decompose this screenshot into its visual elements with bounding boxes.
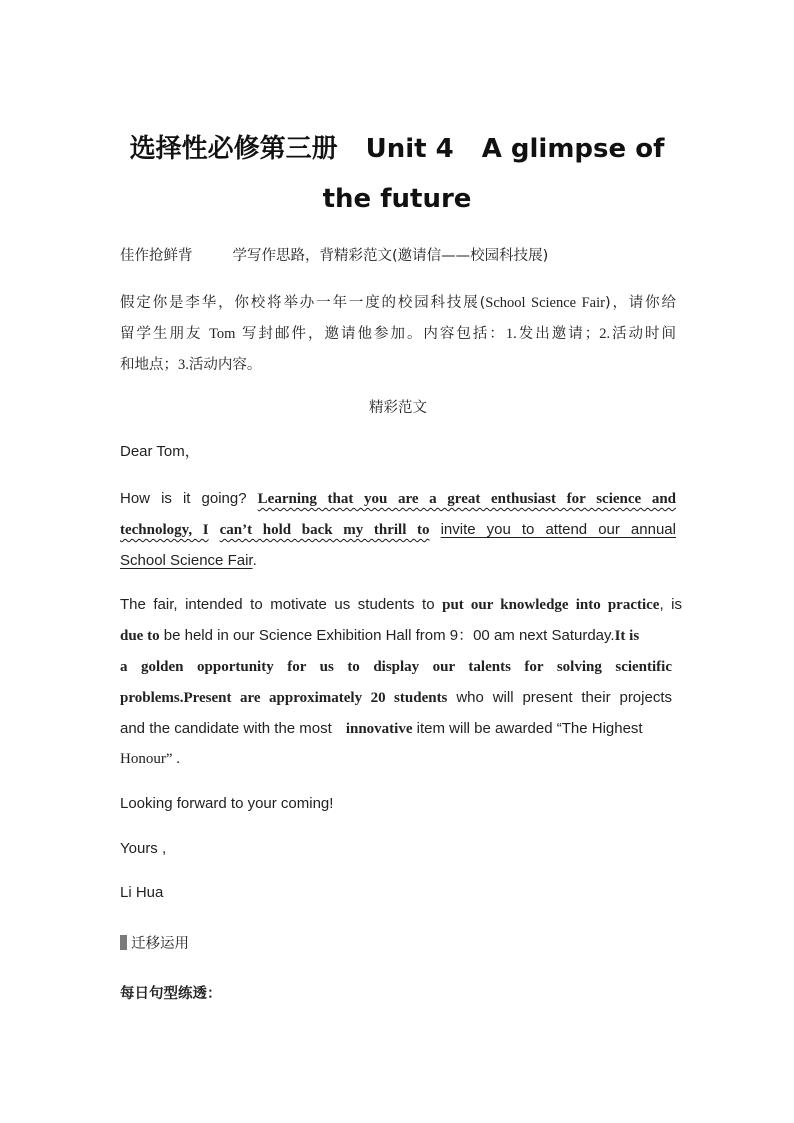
title-book: 选择性必修第三册 <box>129 134 338 164</box>
letter-paragraph-1: How is it going? Learning that you are a great enthusiast for science and technology, I can’t hold back my thrill to invite you to attend our annual School Science Fair. <box>120 490 677 569</box>
title-topic: A glimpse of <box>481 134 665 164</box>
daily-sentence-heading: 每日句型练透： <box>120 986 222 1002</box>
title-unit: Unit 4 <box>365 134 454 164</box>
sample-heading: 精彩范文 <box>369 400 427 416</box>
letter-closing: Looking forward to your coming! <box>120 795 334 812</box>
title-line-2: the future <box>322 184 472 214</box>
section-transfer <box>120 932 676 956</box>
writing-prompt: 假定你是李华，你校将举办一年一度的校园科技展(School Science Fair)，请你给 留学生朋友 Tom 写封邮件，邀请他参加。内容包括：1.发出邀请；2.活动时间 和地点；3.活动内容。 <box>120 295 677 373</box>
letter-signoff: Yours , <box>120 840 167 857</box>
page-title <box>80 124 714 224</box>
intro-line <box>120 244 676 268</box>
letter-signature: Li Hua <box>120 884 164 901</box>
intro-description: 学写作思路，背精彩范文(邀请信——校园科技展) <box>232 248 549 264</box>
letter-paragraph-2: The fair, intended to motivate us students to put our knowledge into practice, is due to be held in our Science Exhibition Hall from 9：00 am next Saturday.It is a golden opportunity for us to display our talents for solving scientific problems.Present are approximately 20 students who will present their projects and the candidate with the most innovative item will be awarded “The Highest Honour” . <box>120 596 683 767</box>
intro-label: 佳作抢鲜背 <box>120 248 193 264</box>
letter-greeting: Dear Tom， <box>120 443 200 460</box>
title-line-1 <box>80 124 714 174</box>
section-transfer-label: 迁移运用 <box>131 936 189 952</box>
section-marker-icon <box>120 935 127 950</box>
